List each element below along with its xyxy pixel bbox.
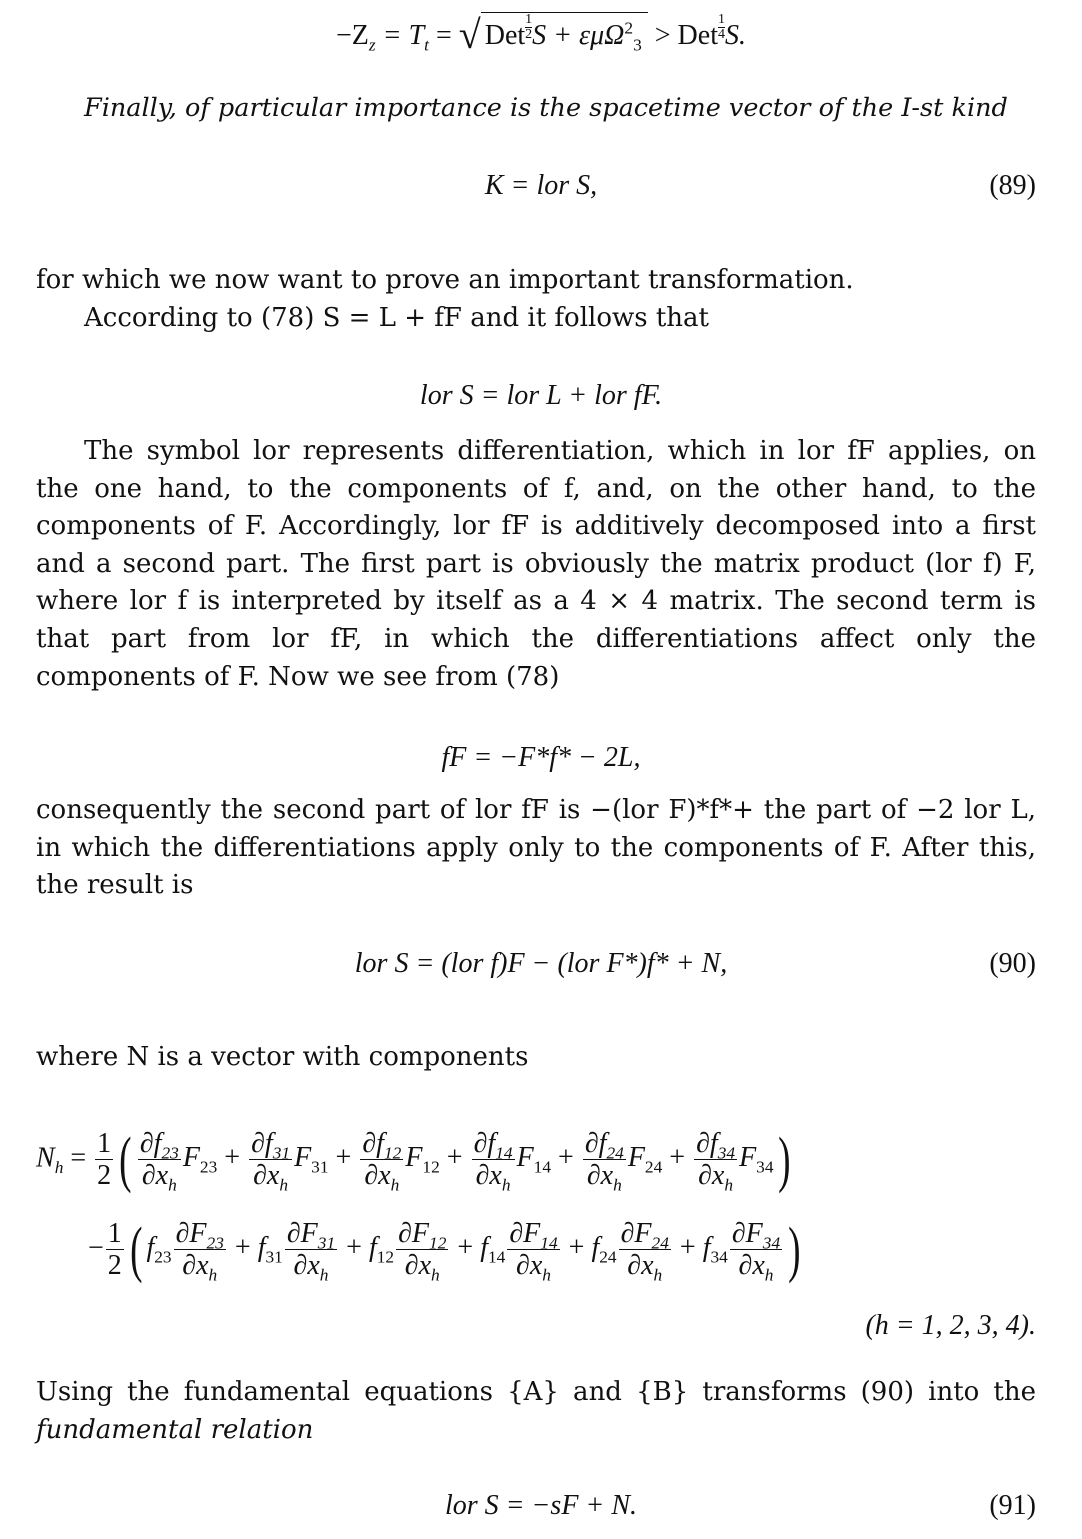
index-sub: 23 [161,1143,179,1163]
prefix-sub: 12 [376,1247,395,1267]
plus-sign: + [227,1232,258,1264]
partial-fraction [174,1218,226,1285]
paragraph-6 [36,1374,1036,1449]
index-sub: 34 [717,1143,736,1163]
plus-sign: + [662,1142,693,1174]
line-1-term [581,1128,693,1195]
fraction-denominator: $\partial x_h$ [253,1160,289,1195]
term-prefix: f [702,1232,711,1264]
h-sub: h [168,1175,177,1195]
N-symbol: N [36,1142,55,1174]
fraction-denominator: $\partial x_h$ [475,1160,511,1195]
fraction-denominator: $\partial x_h$ [141,1160,177,1195]
line-2-terms [146,1218,784,1285]
h-sub: h [653,1265,663,1285]
equation-89-number: (89) [989,170,1036,201]
line-1-term [358,1128,470,1195]
term-prefix: f [368,1232,377,1264]
line-1-term [470,1128,581,1195]
equation-90-number: (90) [989,948,1036,979]
line-2-term [257,1218,369,1285]
fraction-numerator: $\partial F_{24}$ [620,1218,669,1253]
line-1-term [136,1128,248,1195]
line-2-term [591,1218,703,1285]
multiplier-sub: 12 [422,1157,440,1177]
multiplier-sub: 24 [644,1157,663,1177]
paragraph-2: According to (78) S = L + fF and it follows that [84,303,709,333]
partial-fraction [249,1128,292,1195]
paragraph-6-line-2: fundamental relation [36,1414,314,1445]
paragraph-3: The symbol lor represents differentiation, which in lor fF applies, on the one hand, to the components of f, and, on the other hand, to the components of F. Accordingly, lor fF is additively decomposed into a first and a second part. The first part is obviously the matrix product (lor f) F, where lor f is interpreted by itself as a 4 × 4 matrix. The second term is that part from lor fF, in which the differentiations affect only the components of F. Now we see from (78) [36,436,1036,692]
multiplier-sub: 14 [533,1157,552,1177]
sqrt-icon: √ [458,12,481,57]
fraction-numerator: $\partial f_{23}$ [139,1128,179,1163]
paragraph-1: for which we now want to prove an important transformation. [36,265,854,295]
fraction-denominator: $\partial x_h$ [586,1160,622,1195]
half-coefficient-2: $\frac{1}{2}$ [107,1218,122,1282]
partial-fraction [507,1218,559,1285]
term-prefix: f [257,1232,266,1264]
partial-fraction [694,1128,737,1195]
right-paren-icon: ) [777,1125,791,1194]
prefix-sub: 14 [487,1247,506,1267]
multiplier-sub: 23 [199,1157,218,1177]
plus-sign: + [551,1142,581,1174]
equation-91: lor S = −sF + N. [444,1490,638,1521]
fraction-numerator: $\partial f_{14}$ [473,1128,513,1163]
h-sub: h [724,1175,734,1195]
index-sub: 14 [495,1143,513,1163]
partial-fraction [583,1128,626,1195]
plus-sign: + [439,1142,470,1174]
plus-sign: + [339,1232,369,1264]
h-sub: h [501,1175,511,1195]
index-sub: 31 [272,1143,291,1163]
line-2-term [702,1218,784,1285]
fraction-denominator: $\partial x_h$ [404,1250,440,1285]
partial-fraction [360,1128,403,1195]
fraction-numerator: $\partial F_{12}$ [398,1218,447,1253]
term-multiplier: F [627,1142,645,1174]
term-multiplier: F [182,1142,200,1174]
term-multiplier: F [294,1142,312,1174]
minus-sign: − [88,1232,104,1264]
line-1-term [247,1128,359,1195]
fraction-denominator: $\partial x_h$ [516,1250,551,1285]
index-sub: 31 [317,1233,336,1253]
multiplier-sub: 34 [756,1157,774,1177]
equation-89: K = lor S, [484,170,598,201]
partial-fraction [285,1218,337,1285]
fraction-denominator: $\partial x_h$ [698,1160,734,1195]
top-eq-t: = T [375,20,425,51]
h-sub: h [764,1265,774,1285]
fraction-numerator: $\partial F_{34}$ [731,1218,781,1253]
partial-fraction [730,1218,782,1285]
plus-sign: + [450,1232,481,1264]
half-exponent: $\frac{1}{2}$ [525,12,533,42]
line-2-term [368,1218,481,1285]
quarter-exponent: $\frac{1}{4}$ [717,12,725,42]
term-multiplier: F [405,1142,423,1174]
equation-lor-s: lor S = lor L + lor fF. [419,380,663,411]
left-paren-icon: ( [119,1125,132,1194]
fraction-numerator: $\partial f_{31}$ [251,1128,291,1163]
index-sub: 23 [206,1233,224,1253]
term-prefix: f [480,1232,488,1264]
intro-sentence: Finally, of particular importance is the spacetime vector of the I-st kind [84,93,1008,123]
h-range: (h = 1, 2, 3, 4). [865,1310,1036,1341]
prefix-sub: 24 [599,1247,617,1267]
top-eq-end: S. [724,20,746,51]
equation-N-line-1 [36,1125,794,1195]
h-sub: h [613,1175,622,1195]
index-sub: 24 [651,1233,669,1253]
fraction-denominator: $\partial x_h$ [182,1250,218,1285]
fraction-numerator: $\partial F_{14}$ [509,1218,558,1253]
index-sub: 24 [606,1143,624,1163]
half-coefficient: $\frac{1}{2}$ [97,1128,112,1192]
left-paren-icon: ( [129,1215,143,1284]
plus-sign: + [217,1142,248,1174]
line-1-term [692,1128,774,1195]
term-multiplier: F [739,1142,757,1174]
h-sub: h [279,1175,289,1195]
N-equals: = [63,1142,94,1174]
term-prefix: f [146,1232,155,1264]
term-multiplier: F [516,1142,534,1174]
top-eq-lhs: $-Z_z$ [336,20,376,55]
fraction-denominator: $\partial x_h$ [627,1250,663,1285]
index-sub: 12 [383,1143,402,1163]
line-2-term [480,1218,592,1285]
partial-fraction [396,1218,448,1285]
top-eq-t-sub: t [424,35,429,55]
right-paren-icon: ) [788,1215,801,1284]
paragraph-5: where N is a vector with components [36,1042,529,1072]
fraction-denominator: $\partial x_h$ [738,1250,774,1285]
fraction-numerator: $\partial f_{24}$ [584,1128,624,1163]
plus-sign: + [672,1232,703,1264]
index-sub: 14 [540,1233,558,1253]
fraction-numerator: $\partial f_{12}$ [362,1128,402,1163]
plus-sign: + [328,1142,359,1174]
partial-fraction [138,1128,181,1195]
top-equation [0,6,1082,64]
partial-fraction [472,1128,515,1195]
equation-N-line-2 [88,1215,805,1285]
top-eq-radicand: Det $\frac{1}{2}$ S + εμΩ$^2_3$ [481,12,648,56]
prefix-sub: 34 [710,1247,728,1267]
fraction-denominator: $\partial x_h$ [364,1160,400,1195]
fraction-numerator: $\partial F_{23}$ [175,1218,224,1253]
h-sub: h [208,1265,218,1285]
prefix-sub: 23 [154,1247,172,1267]
index-sub: 34 [762,1233,781,1253]
fraction-numerator: $\partial F_{31}$ [286,1218,336,1253]
paragraph-6-line-1: Using the fundamental equations {A} and {B} transforms (90) into the [36,1377,1036,1407]
paragraph-4: consequently the second part of lor fF is −(lor F)*f*+ the part of −2 lor L, in which the differentiations apply only to the components of F. After this, the result is [36,795,1036,901]
top-eq-eq2: = [428,20,459,51]
multiplier-sub: 31 [311,1157,329,1177]
term-prefix: f [591,1232,600,1264]
plus-sign: + [561,1232,592,1264]
line-2-term [146,1218,258,1285]
partial-fraction [619,1218,671,1285]
equation-fF: fF = −F*f* − 2L, [441,742,641,773]
top-eq-gt: > Det [647,20,718,51]
fraction-numerator: $\partial f_{34}$ [696,1128,736,1163]
equation-91-number: (91) [989,1490,1036,1521]
h-sub: h [319,1265,329,1285]
h-sub: h [431,1265,440,1285]
h-sub: h [542,1265,551,1285]
prefix-sub: 31 [265,1247,283,1267]
index-sub: 12 [429,1233,447,1253]
h-sub: h [390,1175,400,1195]
line-1-terms [136,1128,774,1195]
N-sub: h [54,1157,64,1177]
equation-90: lor S = (lor f)F − (lor F*)f* + N, [354,948,728,979]
fraction-denominator: $\partial x_h$ [293,1250,329,1285]
